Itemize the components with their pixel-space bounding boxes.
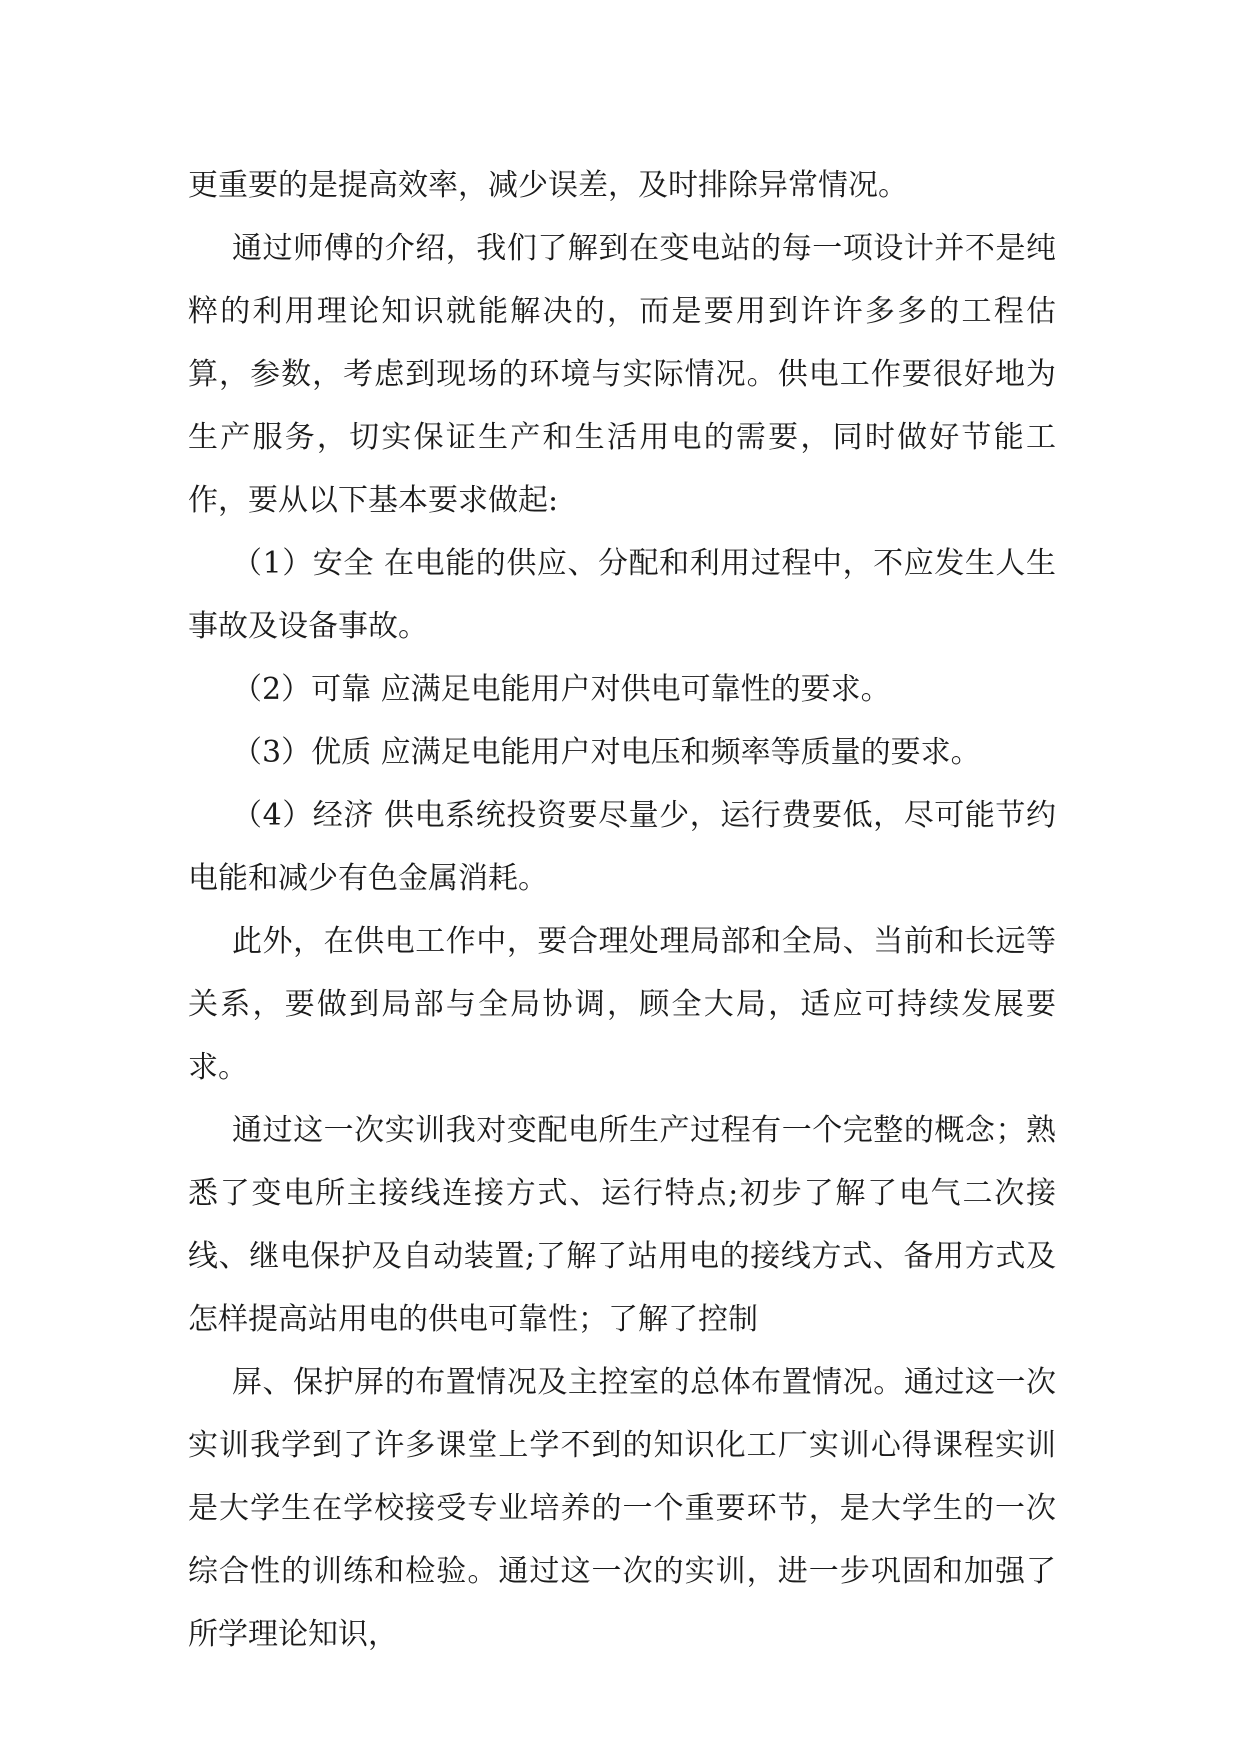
paragraph-7: 此外，在供电工作中，要合理处理局部和全局、当前和长远等关系，要做到局部与全局协调，顾全大局，适应可持续发展要求。 — [188, 924, 1056, 1085]
paragraph-9: 屏、保护屏的布置情况及主控室的总体布置情况。通过这一次实训我学到了许多课堂上学不到的知识化工厂实训心得课程实训是大学生在学校接受专业培养的一个重要环节，是大学生的一次综合性的训练和检验。通过这一次的实训，进一步巩固和加强了所学理论知识， — [188, 1365, 1056, 1652]
paragraph-4: （2）可靠 应满足电能用户对供电可靠性的要求。 — [232, 672, 891, 707]
paragraph-5: （3）优质 应满足电能用户对电压和频率等质量的要求。 — [232, 735, 981, 770]
paragraph-2: 通过师傅的介绍，我们了解到在变电站的每一项设计并不是纯粹的利用理论知识就能解决的，而是要用到许许多多的工程估算，参数，考虑到现场的环境与实际情况。供电工作要很好地为生产服务，切实保证生产和生活用电的需要，同时做好节能工作，要从以下基本要求做起: — [188, 231, 1056, 518]
paragraph-8: 通过这一次实训我对变配电所生产过程有一个完整的概念；熟悉了变电所主接线连接方式、运行特点;初步了解了电气二次接线、继电保护及自动装置;了解了站用电的接线方式、备用方式及怎样提高站用电的供电可靠性；了解了控制 — [188, 1113, 1056, 1337]
paragraph-3: （1）安全 在电能的供应、分配和利用过程中，不应发生人生事故及设备事故。 — [188, 546, 1056, 644]
paragraph-1: 更重要的是提高效率，减少误差，及时排除异常情况。 — [188, 168, 908, 203]
paragraph-6: （4）经济 供电系统投资要尽量少，运行费要低，尽可能节约电能和减少有色金属消耗。 — [188, 798, 1056, 896]
document-body — [188, 154, 1056, 1666]
